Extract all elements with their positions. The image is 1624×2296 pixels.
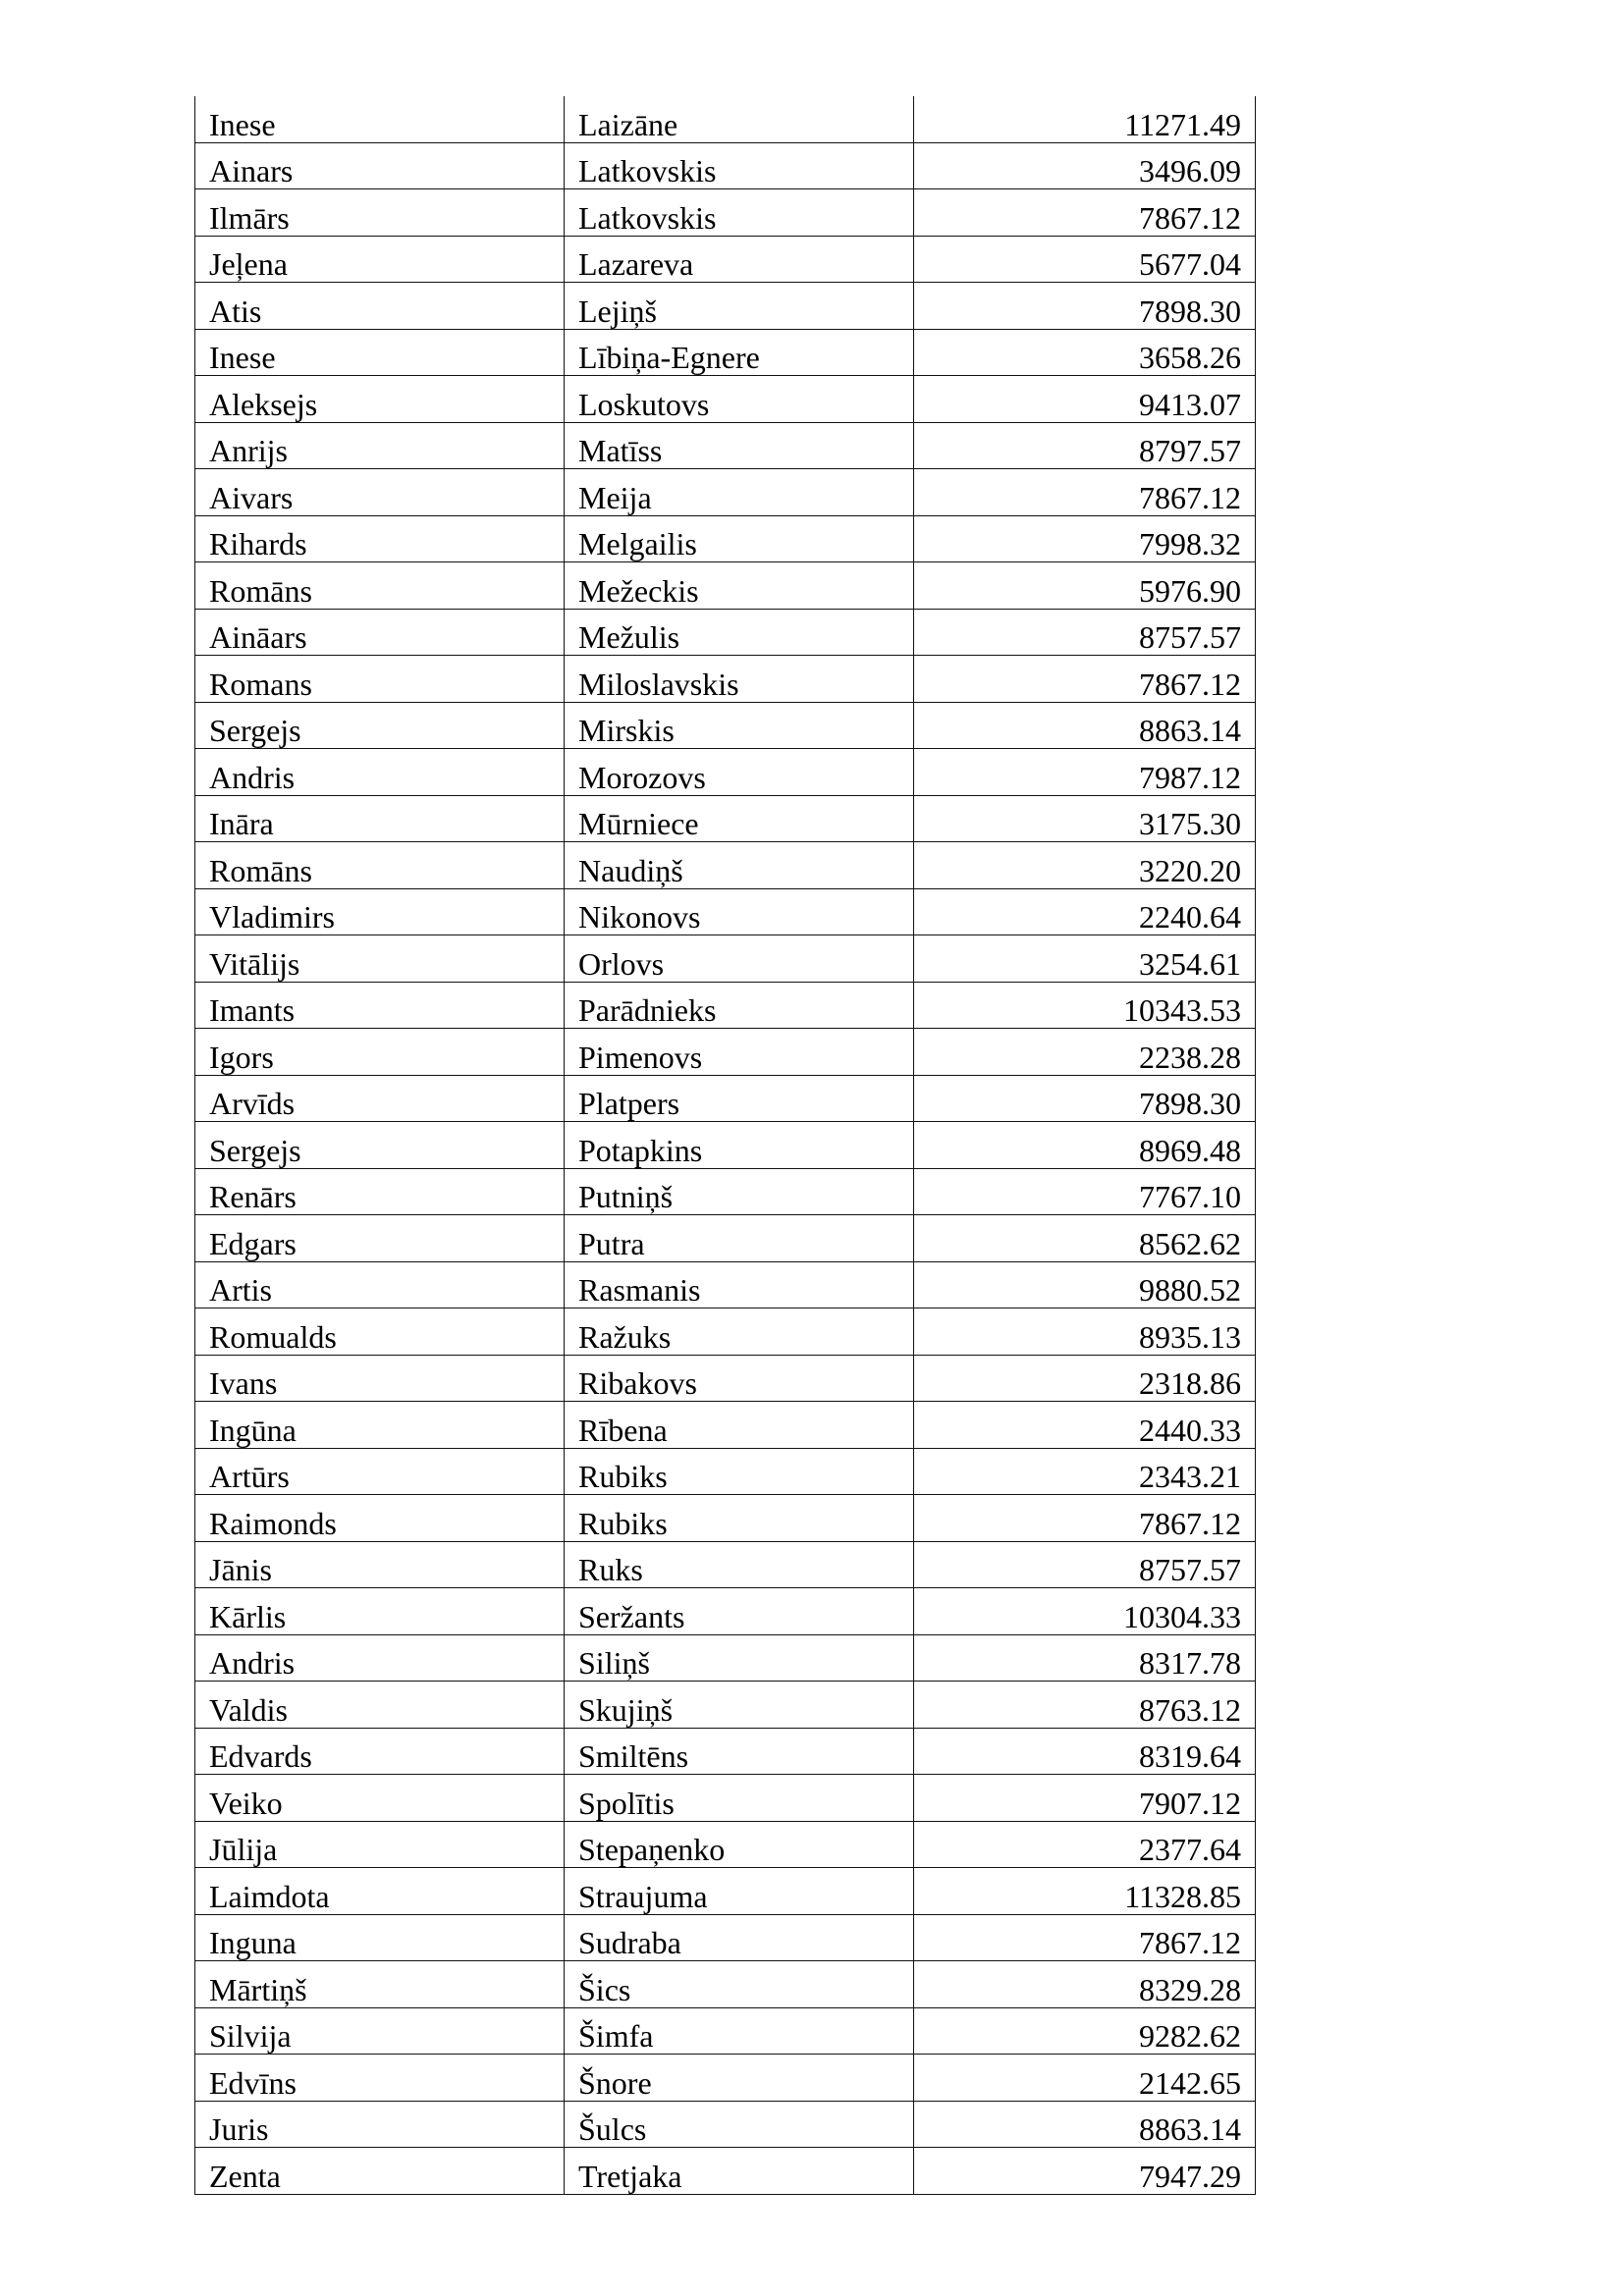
amount-cell: 8329.28 <box>914 1961 1256 2008</box>
table-row <box>195 1961 1256 2008</box>
salary-table <box>194 96 1256 2195</box>
first-name-cell: Raimonds <box>195 1495 565 1542</box>
table-row <box>195 1075 1256 1122</box>
amount-cell: 2377.64 <box>914 1821 1256 1868</box>
first-name-cell: Ingūna <box>195 1402 565 1449</box>
last-name-cell: Šnore <box>565 2055 914 2102</box>
last-name-cell: Ribakovs <box>565 1355 914 1402</box>
table-row <box>195 376 1256 423</box>
amount-cell: 7767.10 <box>914 1168 1256 1215</box>
amount-cell: 5677.04 <box>914 236 1256 283</box>
first-name-cell: Ainars <box>195 142 565 189</box>
first-name-cell: Andris <box>195 749 565 796</box>
first-name-cell: Atis <box>195 283 565 330</box>
last-name-cell: Melgailis <box>565 515 914 562</box>
table-row <box>195 469 1256 516</box>
table-row <box>195 1122 1256 1169</box>
last-name-cell: Platpers <box>565 1075 914 1122</box>
last-name-cell: Siliņš <box>565 1634 914 1682</box>
last-name-cell: Lībiņa-Egnere <box>565 329 914 376</box>
amount-cell: 2440.33 <box>914 1402 1256 1449</box>
first-name-cell: Sergejs <box>195 1122 565 1169</box>
amount-cell: 7867.12 <box>914 656 1256 703</box>
amount-cell: 7867.12 <box>914 1495 1256 1542</box>
amount-cell: 11271.49 <box>914 96 1256 142</box>
last-name-cell: Parādnieks <box>565 982 914 1029</box>
table-row <box>195 515 1256 562</box>
table-row <box>195 1588 1256 1635</box>
first-name-cell: Arvīds <box>195 1075 565 1122</box>
table-row <box>195 562 1256 610</box>
table-row <box>195 1541 1256 1588</box>
table-row <box>195 795 1256 842</box>
amount-cell: 8863.14 <box>914 2101 1256 2148</box>
table-row <box>195 96 1256 142</box>
last-name-cell: Mirskis <box>565 702 914 749</box>
table-row <box>195 888 1256 935</box>
amount-cell: 8763.12 <box>914 1682 1256 1729</box>
first-name-cell: Anrijs <box>195 422 565 469</box>
table-row <box>195 1261 1256 1308</box>
amount-cell: 8757.57 <box>914 1541 1256 1588</box>
first-name-cell: Edgars <box>195 1215 565 1262</box>
amount-cell: 2240.64 <box>914 888 1256 935</box>
last-name-cell: Šulcs <box>565 2101 914 2148</box>
first-name-cell: Sergejs <box>195 702 565 749</box>
last-name-cell: Latkovskis <box>565 189 914 237</box>
last-name-cell: Pimenovs <box>565 1029 914 1076</box>
table-row <box>195 189 1256 237</box>
table-row <box>195 935 1256 983</box>
last-name-cell: Lejiņš <box>565 283 914 330</box>
amount-cell: 5976.90 <box>914 562 1256 610</box>
amount-cell: 3175.30 <box>914 795 1256 842</box>
table-row <box>195 283 1256 330</box>
amount-cell: 8757.57 <box>914 609 1256 656</box>
first-name-cell: Romans <box>195 656 565 703</box>
table-row <box>195 2055 1256 2102</box>
first-name-cell: Igors <box>195 1029 565 1076</box>
last-name-cell: Skujiņš <box>565 1682 914 1729</box>
first-name-cell: Romualds <box>195 1308 565 1356</box>
amount-cell: 2318.86 <box>914 1355 1256 1402</box>
first-name-cell: Aināars <box>195 609 565 656</box>
last-name-cell: Ruks <box>565 1541 914 1588</box>
first-name-cell: Renārs <box>195 1168 565 1215</box>
last-name-cell: Nikonovs <box>565 888 914 935</box>
first-name-cell: Rihards <box>195 515 565 562</box>
last-name-cell: Šimfa <box>565 2007 914 2055</box>
salary-table-body <box>195 96 1256 2194</box>
amount-cell: 8969.48 <box>914 1122 1256 1169</box>
last-name-cell: Ražuks <box>565 1308 914 1356</box>
table-row <box>195 1682 1256 1729</box>
first-name-cell: Jūlija <box>195 1821 565 1868</box>
amount-cell: 8863.14 <box>914 702 1256 749</box>
last-name-cell: Spolītis <box>565 1775 914 1822</box>
amount-cell: 8935.13 <box>914 1308 1256 1356</box>
table-row <box>195 1868 1256 1915</box>
table-row <box>195 1355 1256 1402</box>
table-row <box>195 1775 1256 1822</box>
table-row <box>195 1728 1256 1775</box>
amount-cell: 9413.07 <box>914 376 1256 423</box>
table-row <box>195 2007 1256 2055</box>
first-name-cell: Inese <box>195 96 565 142</box>
amount-cell: 7907.12 <box>914 1775 1256 1822</box>
last-name-cell: Putniņš <box>565 1168 914 1215</box>
last-name-cell: Seržants <box>565 1588 914 1635</box>
last-name-cell: Miloslavskis <box>565 656 914 703</box>
last-name-cell: Smiltēns <box>565 1728 914 1775</box>
table-row <box>195 1029 1256 1076</box>
table-row <box>195 1402 1256 1449</box>
last-name-cell: Rībena <box>565 1402 914 1449</box>
first-name-cell: Andris <box>195 1634 565 1682</box>
last-name-cell: Sudraba <box>565 1914 914 1961</box>
first-name-cell: Aleksejs <box>195 376 565 423</box>
table-row <box>195 1821 1256 1868</box>
first-name-cell: Zenta <box>195 2148 565 2195</box>
table-row <box>195 656 1256 703</box>
first-name-cell: Inguna <box>195 1914 565 1961</box>
first-name-cell: Kārlis <box>195 1588 565 1635</box>
amount-cell: 7867.12 <box>914 1914 1256 1961</box>
first-name-cell: Vitālijs <box>195 935 565 983</box>
amount-cell: 3658.26 <box>914 329 1256 376</box>
first-name-cell: Inese <box>195 329 565 376</box>
table-row <box>195 702 1256 749</box>
first-name-cell: Silvija <box>195 2007 565 2055</box>
amount-cell: 7998.32 <box>914 515 1256 562</box>
amount-cell: 3496.09 <box>914 142 1256 189</box>
amount-cell: 3220.20 <box>914 842 1256 889</box>
last-name-cell: Orlovs <box>565 935 914 983</box>
table-row <box>195 1448 1256 1495</box>
last-name-cell: Mežeckis <box>565 562 914 610</box>
first-name-cell: Valdis <box>195 1682 565 1729</box>
last-name-cell: Mūrniece <box>565 795 914 842</box>
amount-cell: 10343.53 <box>914 982 1256 1029</box>
last-name-cell: Šics <box>565 1961 914 2008</box>
last-name-cell: Rubiks <box>565 1448 914 1495</box>
amount-cell: 2142.65 <box>914 2055 1256 2102</box>
amount-cell: 7867.12 <box>914 469 1256 516</box>
first-name-cell: Artis <box>195 1261 565 1308</box>
first-name-cell: Ivans <box>195 1355 565 1402</box>
first-name-cell: Aivars <box>195 469 565 516</box>
first-name-cell: Vladimirs <box>195 888 565 935</box>
table-row <box>195 1308 1256 1356</box>
amount-cell: 7867.12 <box>914 189 1256 237</box>
first-name-cell: Juris <box>195 2101 565 2148</box>
first-name-cell: Laimdota <box>195 1868 565 1915</box>
table-row <box>195 142 1256 189</box>
amount-cell: 2238.28 <box>914 1029 1256 1076</box>
amount-cell: 10304.33 <box>914 1588 1256 1635</box>
table-row <box>195 982 1256 1029</box>
first-name-cell: Edvards <box>195 1728 565 1775</box>
table-row <box>195 2148 1256 2195</box>
last-name-cell: Tretjaka <box>565 2148 914 2195</box>
amount-cell: 7898.30 <box>914 1075 1256 1122</box>
table-row <box>195 1215 1256 1262</box>
amount-cell: 7898.30 <box>914 283 1256 330</box>
last-name-cell: Straujuma <box>565 1868 914 1915</box>
first-name-cell: Imants <box>195 982 565 1029</box>
last-name-cell: Lazareva <box>565 236 914 283</box>
last-name-cell: Rasmanis <box>565 1261 914 1308</box>
last-name-cell: Latkovskis <box>565 142 914 189</box>
last-name-cell: Stepaņenko <box>565 1821 914 1868</box>
first-name-cell: Romāns <box>195 842 565 889</box>
last-name-cell: Laizāne <box>565 96 914 142</box>
table-row <box>195 2101 1256 2148</box>
table-row <box>195 1168 1256 1215</box>
last-name-cell: Rubiks <box>565 1495 914 1542</box>
amount-cell: 11328.85 <box>914 1868 1256 1915</box>
amount-cell: 3254.61 <box>914 935 1256 983</box>
table-row <box>195 236 1256 283</box>
last-name-cell: Meija <box>565 469 914 516</box>
first-name-cell: Romāns <box>195 562 565 610</box>
amount-cell: 9880.52 <box>914 1261 1256 1308</box>
last-name-cell: Mežulis <box>565 609 914 656</box>
table-row <box>195 1914 1256 1961</box>
last-name-cell: Putra <box>565 1215 914 1262</box>
amount-cell: 8317.78 <box>914 1634 1256 1682</box>
first-name-cell: Ilmārs <box>195 189 565 237</box>
first-name-cell: Jeļena <box>195 236 565 283</box>
first-name-cell: Ināra <box>195 795 565 842</box>
table-row <box>195 329 1256 376</box>
table-row <box>195 842 1256 889</box>
first-name-cell: Artūrs <box>195 1448 565 1495</box>
first-name-cell: Mārtiņš <box>195 1961 565 2008</box>
first-name-cell: Edvīns <box>195 2055 565 2102</box>
amount-cell: 8797.57 <box>914 422 1256 469</box>
last-name-cell: Potapkins <box>565 1122 914 1169</box>
amount-cell: 7987.12 <box>914 749 1256 796</box>
amount-cell: 9282.62 <box>914 2007 1256 2055</box>
amount-cell: 8562.62 <box>914 1215 1256 1262</box>
table-row <box>195 609 1256 656</box>
amount-cell: 8319.64 <box>914 1728 1256 1775</box>
first-name-cell: Jānis <box>195 1541 565 1588</box>
last-name-cell: Morozovs <box>565 749 914 796</box>
last-name-cell: Loskutovs <box>565 376 914 423</box>
table-row <box>195 1495 1256 1542</box>
amount-cell: 2343.21 <box>914 1448 1256 1495</box>
table-row <box>195 749 1256 796</box>
last-name-cell: Matīss <box>565 422 914 469</box>
table-row <box>195 1634 1256 1682</box>
table-row <box>195 422 1256 469</box>
last-name-cell: Naudiņš <box>565 842 914 889</box>
first-name-cell: Veiko <box>195 1775 565 1822</box>
amount-cell: 7947.29 <box>914 2148 1256 2195</box>
